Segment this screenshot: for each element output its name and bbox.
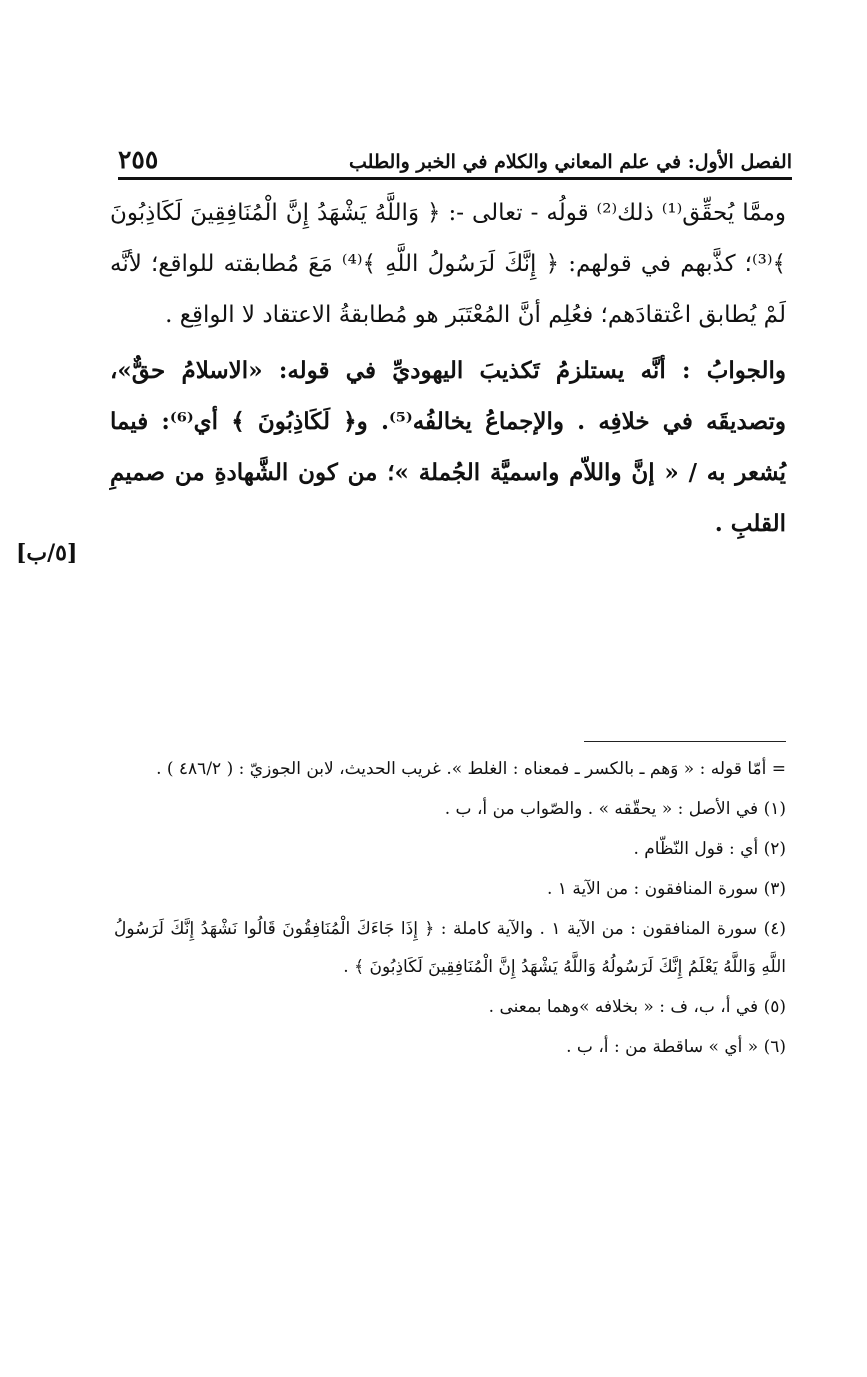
paragraph-1: وممَّا يُحقِّق⁽¹⁾ ذلك⁽²⁾ قولُه - تعالى -: ﴿ وَاللَّهُ يَشْهَدُ إِنَّ الْمُنَافِقِينَ لَكَاذِبُونَ ﴾⁽³⁾؛ كذَّبهم في قولهم: ﴿ إِنَّكَ لَرَسُولُ اللَّهِ ﴾⁽⁴⁾ مَعَ مُطابقته للواقع؛ لأنَّه لَمْ يُطابق اعْتقادَهم؛ فعُلِم أنَّ المُعْتَبَر هو مُطابقةُ الاعتقاد لا الواقِع . [110, 200, 787, 328]
footnote-1: (١) في الأصل : « يحقّقه » . والصّواب من أ، ب . [444, 799, 786, 819]
chapter-title: الفصل الأول: في علم المعاني والكلام في الخبر والطلب [349, 151, 792, 173]
footnote-5: (٥) في أ، ب، ف : « بخلافه »وهما بمعنى . [488, 997, 786, 1017]
footnote-2: (٢) أي : قول النّظّام . [633, 839, 786, 859]
page-number: ٢٥٥ [118, 145, 159, 174]
main-text [110, 188, 786, 549]
header-rule [118, 177, 792, 180]
footnotes [114, 750, 786, 1068]
footnote-continuation: = أمّا قوله : « وَهم ـ بالكسر ـ فمعناه : الغلط ». غريب الحديث، لابن الجوزيّ : ( ٤٨٦/٢ ) . [156, 759, 786, 779]
manuscript-folio-marker: [٥/ب] [16, 540, 78, 566]
footnote-6: (٦) « أي » ساقطة من : أ، ب . [566, 1037, 786, 1057]
paragraph-2: والجوابُ : أنَّه يستلزمُ تَكذيبَ اليهوديِّ في قوله: «الاسلامُ حقٌّ»، وتصديقَه في خلافِه . والإجماعُ يخالفُه⁽⁵⁾. و﴿ لَكَاذِبُونَ ﴾ أي⁽⁶⁾: فيما يُشعر به / « إنَّ واللاّم واسميَّة الجُملة »؛ من كون الشَّهادةِ من صميمِ القلبِ . [110, 357, 786, 537]
footnote-3: (٣) سورة المنافقون : من الآية ١ . [546, 879, 786, 899]
footnote-separator [584, 741, 786, 742]
running-header [118, 140, 792, 174]
footnote-4: (٤) سورة المنافقون : من الآية ١ . والآية كاملة : ﴿ إِذَا جَاءَكَ الْمُنَافِقُونَ قَالُوا نَشْهَدُ إِنَّكَ لَرَسُولُ اللَّهِ وَاللَّهُ يَعْلَمُ إِنَّكَ لَرَسُولُهُ وَاللَّهُ يَشْهَدُ إِنَّ الْمُنَافِقِينَ لَكَاذِبُونَ ﴾ . [114, 919, 786, 977]
